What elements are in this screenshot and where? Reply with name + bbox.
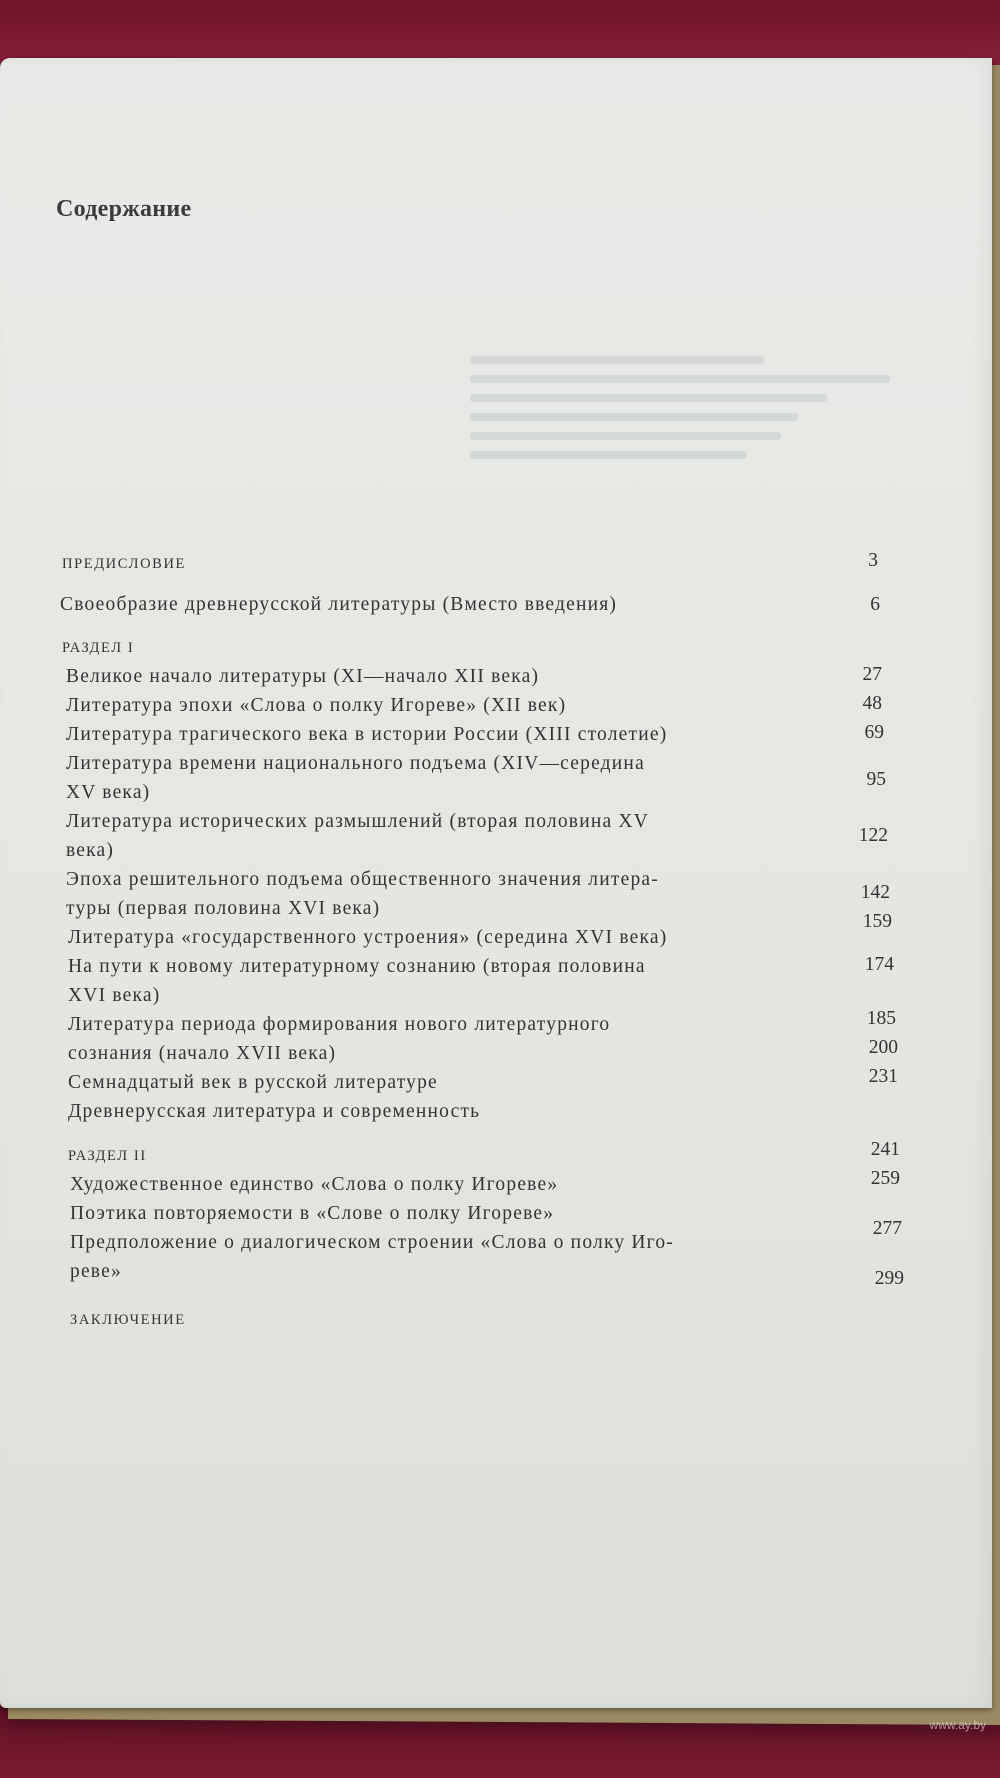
page-number: 6 [870, 594, 880, 615]
toc-entry: Своеобразие древнерусской литературы (Вместо введения) [60, 594, 618, 615]
toc-entry: века) [66, 840, 115, 861]
toc-entry: XVI века) [68, 985, 161, 1006]
toc-entry: Эпоха решительного подъема общественного значения литера- [66, 869, 659, 890]
page-number: 122 [858, 825, 888, 846]
page-number: 185 [866, 1008, 896, 1029]
toc-entry: Древнерусская литература и современность [68, 1101, 481, 1122]
toc-entry: Семнадцатый век в русской литературе [68, 1072, 438, 1093]
page-number: 241 [870, 1139, 900, 1160]
page-number: 3 [868, 550, 878, 571]
toc-entry: XV века) [66, 782, 151, 803]
toc-entry: Литература времени национального подъема (XIV—середина [66, 753, 645, 774]
page-heading: Содержание [56, 196, 192, 222]
watermark: www.ay.by [929, 1718, 986, 1732]
toc-entry: На пути к новому литературному сознанию (вторая половина [68, 956, 646, 977]
toc-entry: Поэтика повторяемости в «Слове о полку Игореве» [70, 1203, 555, 1224]
toc-entry: Литература «государственного устроения» (середина XVI века) [68, 927, 668, 948]
toc-entry: ЗАКЛЮЧЕНИЕ [70, 1312, 186, 1328]
toc-entry: РАЗДЕЛ I [62, 640, 135, 656]
toc-entry: ПРЕДИСЛОВИЕ [62, 556, 186, 572]
toc-entry: Великое начало литературы (XI—начало XII века) [66, 666, 540, 687]
page-number: 174 [864, 954, 894, 975]
page-number: 159 [862, 911, 892, 932]
toc-entry: реве» [70, 1261, 122, 1282]
toc-entry: РАЗДЕЛ II [68, 1148, 147, 1164]
toc-entry: Предположение о диалогическом строении «Слова о полку Иго- [70, 1232, 675, 1253]
toc-entry: туры (первая половина XVI века) [66, 898, 381, 919]
page-number: 200 [868, 1037, 898, 1058]
page-number: 299 [874, 1268, 904, 1289]
page-number: 277 [872, 1218, 902, 1239]
toc-entry: сознания (начало XVII века) [68, 1043, 337, 1064]
toc-entry: Художественное единство «Слова о полку Игореве» [70, 1174, 559, 1195]
toc-entry: Литература исторических размышлений (вторая половина XV [66, 811, 649, 832]
page-number: 27 [862, 664, 882, 685]
page-number: 95 [866, 769, 886, 790]
page-number: 142 [860, 882, 890, 903]
page-number: 259 [870, 1168, 900, 1189]
toc-entry: Литература периода формирования нового литературного [68, 1014, 611, 1035]
book-page [0, 58, 992, 1708]
toc-entry: Литература трагического века в истории России (XIII столетие) [66, 724, 668, 745]
page-number: 231 [868, 1066, 898, 1087]
page-number: 48 [862, 693, 882, 714]
bleed-through-text [470, 356, 890, 470]
page-number: 69 [864, 722, 884, 743]
toc-entry: Литература эпохи «Слова о полку Игореве» (XII век) [66, 695, 567, 716]
